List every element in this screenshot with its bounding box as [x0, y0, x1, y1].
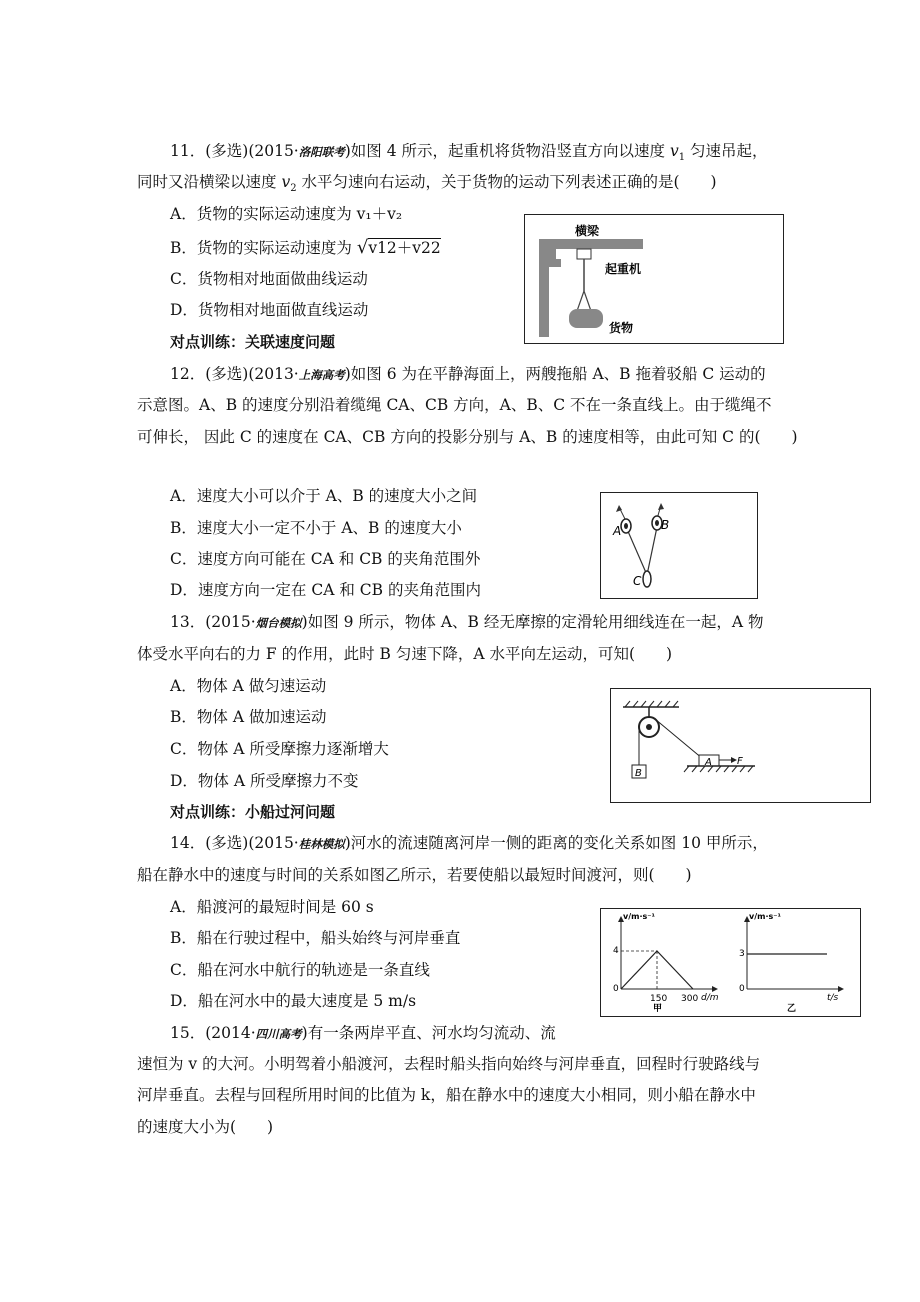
q12-option-b: B．速度大小一定不小于 A、B 的速度大小 — [170, 519, 462, 537]
q15-source: 四川高考 — [255, 1027, 302, 1041]
label-b: B — [635, 768, 642, 779]
graph2-xlabel: t/s — [827, 993, 839, 1003]
sqrt-symbol: √ — [356, 237, 369, 258]
crane-trolley — [577, 249, 591, 259]
q11-line-2 — [137, 172, 717, 199]
pulley-axle — [646, 724, 652, 730]
graph1-tick-150: 150 — [650, 994, 668, 1004]
ceiling-hatch — [625, 701, 678, 707]
q11-option-b-radicand: v12＋v22 — [368, 239, 441, 257]
graph1-x-arrow — [712, 986, 718, 992]
graph1-tick-300: 300 — [681, 994, 699, 1004]
rope-ca — [627, 529, 647, 575]
q12-line-1 — [170, 364, 766, 385]
crane-diagram — [525, 215, 783, 343]
q12-line-2: 示意图。A、B 的速度分别沿着缆绳 CA、CB 方向，A、B、C 不在一条直线上。由于缆绳不 — [137, 396, 772, 414]
q11-v1: v — [669, 142, 679, 160]
q11-option-a: A．货物的实际运动速度为 v₁＋v₂ — [170, 205, 403, 223]
cargo-box — [569, 309, 603, 328]
q12-option-d: D．速度方向一定在 CA 和 CB 的夹角范围内 — [170, 581, 481, 599]
label-a: A — [705, 757, 712, 768]
q15-line-1 — [170, 1023, 556, 1044]
crane-bracket-tip — [556, 259, 561, 267]
label-b: B — [661, 518, 670, 532]
crane-sling-right — [584, 291, 591, 311]
q13-line-2: 体受水平向右的力 F 的作用，此时 B 匀速下降，A 水平向左运动，可知( ) — [137, 645, 673, 663]
crane-bracket — [547, 249, 556, 267]
q13-line-1 — [170, 612, 763, 633]
q14-option-d: D．船在河水中的最大速度是 5 m/s — [170, 992, 417, 1010]
q12-line-3: 可伸长， 因此 C 的速度在 CA、CB 方向的投影分别与 A、B 的速度相等，由此可知 C 的( ) — [137, 428, 798, 446]
boat-a-core — [624, 523, 628, 529]
q15-line-2: 速恒为 v 的大河。小明驾着小船渡河，去程时船头指向始终与河岸垂直，回程时行驶路线与 — [137, 1055, 761, 1073]
q11-line-1 — [170, 141, 768, 168]
q11-text-2: 同时又沿横梁以速度 — [137, 173, 282, 191]
q14-line-2: 船在静水中的速度与时间的关系如图乙所示，若要使船以最短时间渡河，则( ) — [137, 866, 692, 884]
q11-v2-sub: 2 — [290, 183, 297, 195]
label-crane: 起重机 — [605, 262, 642, 276]
figure-velocity-graphs — [600, 908, 861, 1017]
label-a: A — [613, 524, 622, 538]
q15-line-3: 河岸垂直。去程与回程所用时间的比值为 k，船在静水中的速度大小相同，则小船在静水中 — [137, 1086, 756, 1104]
q12-option-c: C．速度方向可能在 CA 和 CB 的夹角范围外 — [170, 550, 481, 568]
graph1-caption: 甲 — [653, 1004, 663, 1014]
velocity-graphs — [601, 909, 860, 1016]
q11-number: 11．(多选)(2015· — [170, 142, 299, 160]
q15-line-4: 的速度大小为( ) — [137, 1118, 274, 1136]
q13-number: 13．(2015· — [170, 613, 256, 631]
q13-text: )如图 9 所示，物体 A、B 经无摩擦的定滑轮用细线连在一起，A 物 — [301, 613, 764, 631]
graph1-xlabel: d/m — [701, 993, 719, 1003]
q13-source: 烟台模拟 — [255, 616, 302, 630]
boat-b-core — [655, 520, 659, 526]
q11-v2: v — [281, 173, 291, 191]
graph2-ylabel: v/m·s⁻¹ — [749, 912, 781, 921]
q11-v1-sub: 1 — [678, 152, 686, 164]
q15-text: )有一条两岸平直、河水均匀流动、流 — [301, 1024, 556, 1042]
label-beam: 横梁 — [575, 224, 600, 238]
pulley-diagram — [611, 689, 870, 802]
q12-source: 上海高考 — [298, 368, 345, 382]
arrowhead-b — [658, 503, 664, 510]
section-title-related-velocity: 对点训练：关联速度问题 — [170, 333, 336, 351]
tugboat-diagram — [601, 493, 757, 598]
q11-option-b-text: B．货物的实际运动速度为 — [170, 239, 357, 257]
q14-text: )河水的流速随离河岸一侧的距离的变化关系如图 10 甲所示， — [344, 834, 768, 852]
barge-c — [643, 571, 651, 587]
q14-option-a: A．船渡河的最短时间是 60 s — [170, 898, 374, 916]
rope-cb — [647, 527, 657, 575]
q14-option-c: C．船在河水中航行的轨迹是一条直线 — [170, 961, 430, 979]
q11-option-b — [170, 238, 441, 258]
q11-option-c: C．货物相对地面做曲线运动 — [170, 270, 368, 288]
figure-tugboats — [600, 492, 758, 599]
q11-text-end: 匀速吊起， — [685, 142, 768, 160]
q12-text: )如图 6 为在平静海面上，两艘拖船 A、B 拖着驳船 C 运动的 — [344, 365, 766, 383]
q13-option-a: A．物体 A 做匀速运动 — [170, 677, 327, 695]
graph1-tick-0: 0 — [613, 984, 619, 994]
q11-text-2-end: 水平匀速向右运动，关于货物的运动下列表述正确的是( ) — [296, 173, 717, 191]
q13-option-c: C．物体 A 所受摩擦力逐渐增大 — [170, 740, 389, 758]
q13-option-d: D．物体 A 所受摩擦力不变 — [170, 772, 359, 790]
q14-option-b: B．船在行驶过程中，船头始终与河岸垂直 — [170, 929, 461, 947]
graph2-x-arrow — [838, 986, 844, 992]
label-cargo: 货物 — [609, 321, 634, 335]
q14-source: 桂林模拟 — [298, 837, 345, 851]
graph2-tick-3: 3 — [739, 949, 745, 959]
q12-option-a: A．速度大小可以介于 A、B 的速度大小之间 — [170, 487, 478, 505]
q14-line-1 — [170, 833, 768, 854]
crane-beam — [539, 239, 643, 249]
q14-number: 14．(多选)(2015· — [170, 834, 299, 852]
graph1-tick-4: 4 — [613, 946, 619, 956]
label-f: F — [737, 756, 743, 767]
q11-text: )如图 4 所示，起重机将货物沿竖直方向以速度 — [344, 142, 670, 160]
section-title-river-crossing: 对点训练：小船过河问题 — [170, 803, 336, 821]
graph2-caption: 乙 — [787, 1004, 797, 1014]
q15-number: 15．(2014· — [170, 1024, 256, 1042]
figure-pulley — [610, 688, 871, 803]
q11-option-d: D．货物相对地面做直线运动 — [170, 301, 369, 319]
q12-number: 12．(多选)(2013· — [170, 365, 299, 383]
graph1-ylabel: v/m·s⁻¹ — [623, 912, 655, 921]
label-c: C — [633, 574, 642, 588]
q13-option-b: B．物体 A 做加速运动 — [170, 708, 327, 726]
string-to-a — [655, 719, 703, 759]
q11-source: 洛阳联考 — [298, 145, 345, 159]
graph2-tick-0: 0 — [739, 984, 745, 994]
crane-sling-left — [577, 291, 584, 311]
figure-crane — [524, 214, 784, 344]
